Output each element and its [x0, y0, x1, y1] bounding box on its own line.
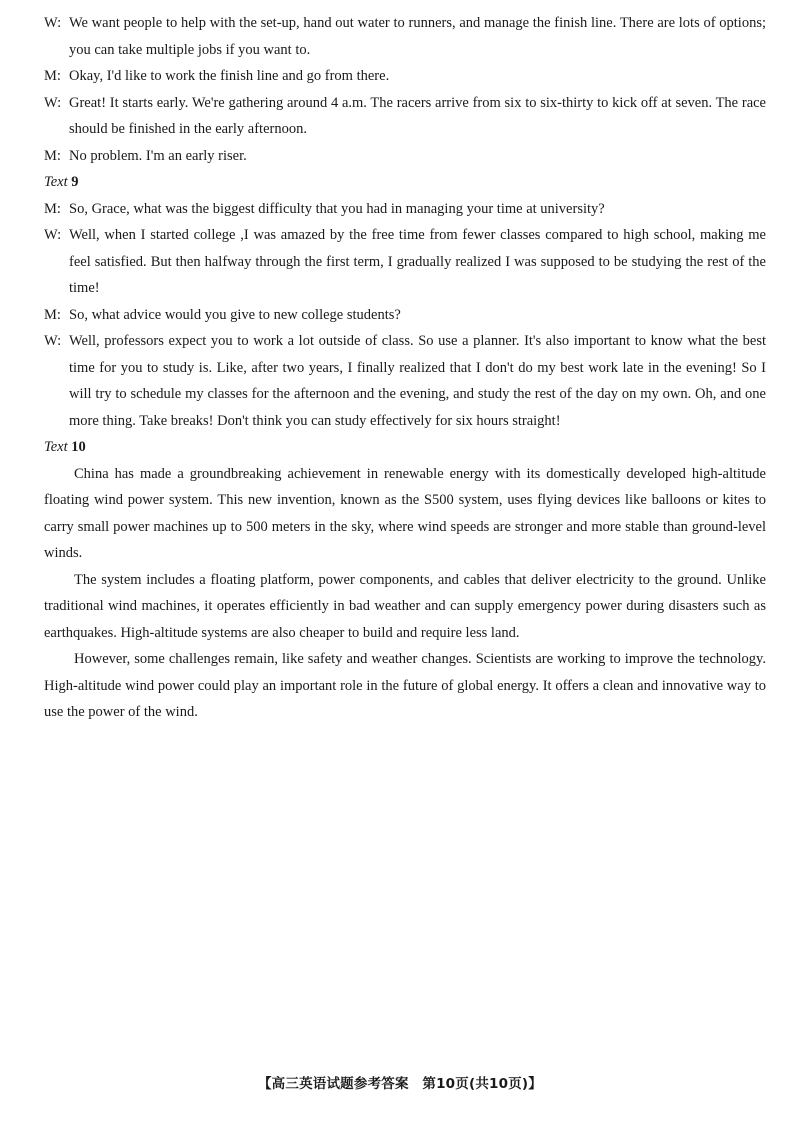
- dialogue-line: [44, 10, 766, 63]
- speaker-label: W:: [44, 94, 62, 111]
- passage-paragraph: However, some challenges remain, like safety and weather changes. Scientists are working to improve the technology. High-altitude wind power could play an important role in the future of global energy. It offers a clean and innovative way to use the power of the wind.: [44, 651, 766, 720]
- dialogue-text: Well, when I started college ,I was amazed by the free time from fewer classes compared to high school, making me feel satisfied. But then halfway through the first term, I gradually realized I was supposed to be studying the rest of the time!: [69, 227, 766, 296]
- text9-heading: [44, 169, 766, 196]
- text10-heading: [44, 434, 766, 461]
- heading-number: 9: [71, 174, 79, 190]
- speaker-label: M:: [44, 147, 61, 164]
- speaker-label: W:: [44, 227, 62, 243]
- dialogue-text: Well, professors expect you to work a lot outside of class. So use a planner. It's also important to know what the best time for you to study is. Like, after two years, I finally realized that I don't do my best work late in the evening! So I will try to schedule my classes for the afternoon and the evening, and study the rest of the day on my own. Oh, and one more thing. Take breaks! Don't think you can study effectively for six hours straight!: [69, 333, 766, 429]
- speaker-label: M:: [44, 200, 61, 217]
- dialogue-text: No problem. I'm an early riser.: [69, 147, 247, 164]
- speaker-label: M:: [44, 306, 61, 323]
- dialogue-line: [44, 63, 766, 90]
- dialogue-line: [44, 302, 766, 329]
- dialogue-line: [44, 90, 766, 143]
- heading-label: Text: [44, 174, 68, 190]
- speaker-label: M:: [44, 68, 61, 84]
- dialogue-line: [44, 328, 766, 434]
- dialogue-text: So, what advice would you give to new college students?: [69, 306, 401, 323]
- passage-paragraph: China has made a groundbreaking achievement in renewable energy with its domestically developed high-altitude floating wind power system. This new invention, known as the S500 system, uses flying devices like balloons or kites to carry small power machines up to 500 meters in the sky, where wind speeds are stronger and more stable than ground-level winds.: [44, 465, 766, 561]
- dialogue-text: Great! It starts early. We're gathering around 4 a.m. The racers arrive from six to six-thirty to kick off at seven. The race should be finished in the early afternoon.: [69, 94, 766, 137]
- dialogue-line: [44, 143, 766, 170]
- transcript-page: [44, 10, 766, 726]
- passage-paragraph: The system includes a floating platform, power components, and cables that deliver electricity to the ground. Unlike traditional wind machines, it operates efficiently in bad weather and can supply emergency power during disasters such as earthquakes. High-altitude systems are also cheaper to build and require less land.: [44, 571, 766, 641]
- speaker-label: W:: [44, 333, 62, 349]
- page-footer: 【高三英语试题参考答案 第10页(共10页)】: [257, 1076, 542, 1092]
- dialogue-line: [44, 196, 766, 223]
- heading-number: 10: [71, 439, 86, 455]
- heading-label: Text: [44, 439, 68, 455]
- dialogue-text: Okay, I'd like to work the finish line and go from there.: [69, 68, 390, 84]
- dialogue-text: So, Grace, what was the biggest difficulty that you had in managing your time at university?: [69, 200, 605, 217]
- dialogue-line: [44, 222, 766, 302]
- speaker-label: W:: [44, 15, 62, 31]
- dialogue-text: We want people to help with the set-up, hand out water to runners, and manage the finish line. There are lots of options; you can take multiple jobs if you want to.: [69, 15, 766, 58]
